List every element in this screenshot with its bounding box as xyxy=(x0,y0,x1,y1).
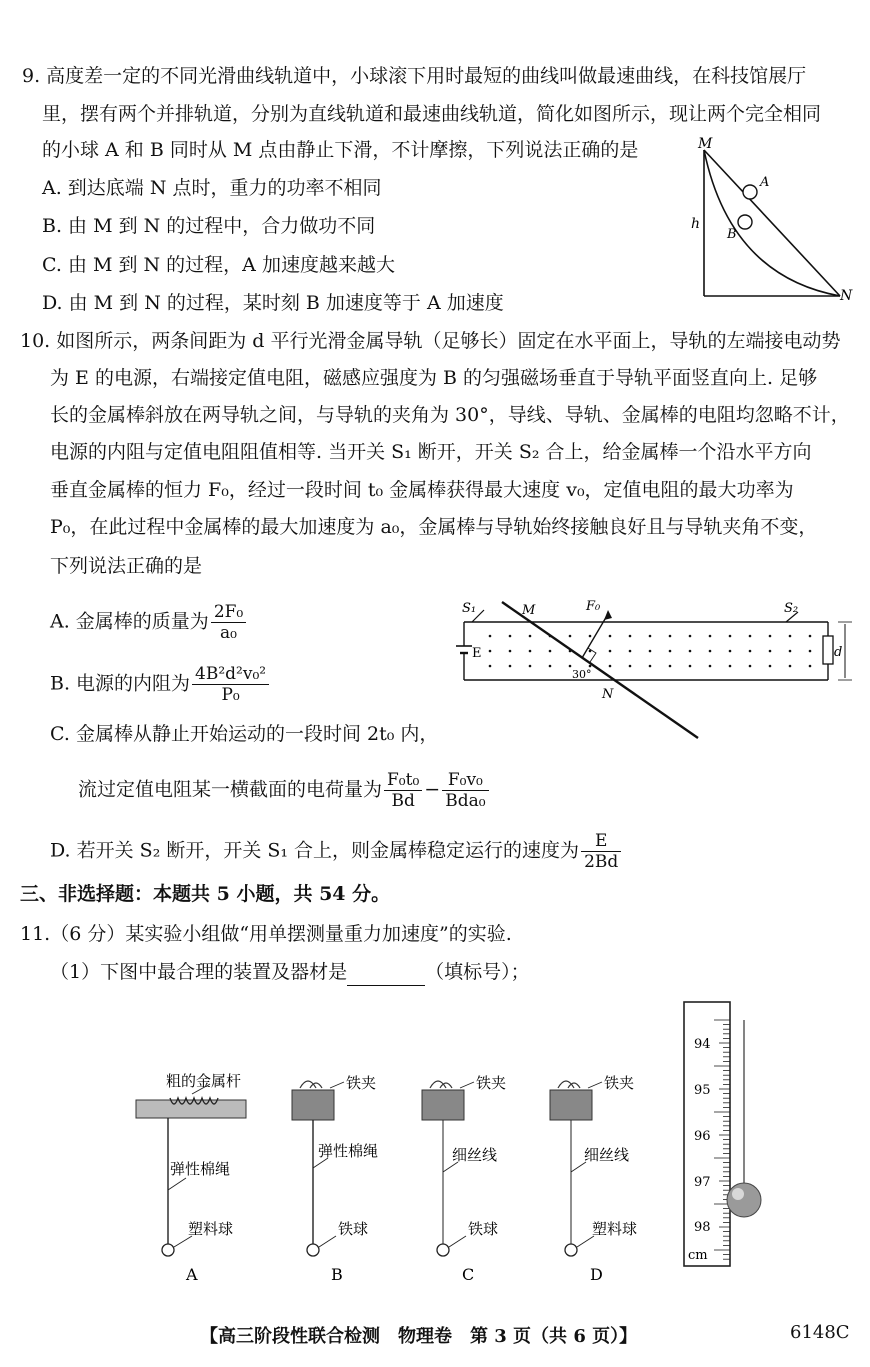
tick-label: 94 xyxy=(694,1037,711,1052)
q10-option-a-text: A. 金属棒的质量为 xyxy=(50,610,209,633)
fraction: $\frac{\text{2F₀}}{\text{a₀}}$ xyxy=(211,602,246,643)
ball-b xyxy=(738,215,752,229)
fraction: $\frac{\text{F₀t₀}}{Bd}$ xyxy=(384,770,422,811)
q10-option-c: C. 金属棒从静止开始运动的一段时间 2t₀ 内， xyxy=(50,723,439,745)
top-label: 铁夹 xyxy=(476,1074,507,1092)
label-angle: 30° xyxy=(572,668,592,681)
label-m: M xyxy=(522,603,536,618)
magnetic-field-dots xyxy=(489,635,812,668)
option-letter: A xyxy=(186,1265,198,1284)
ball-label: 铁球 xyxy=(468,1220,499,1238)
q10-option-d: D. 若开关 S₂ 断开，开关 S₁ 合上，则金属棒稳定运行的速度为 $\frac{E}{2Bd}$ xyxy=(50,831,623,872)
tick-label: 97 xyxy=(694,1175,711,1190)
ball-label: 塑料球 xyxy=(188,1220,234,1238)
tick-label: 98 xyxy=(694,1220,711,1235)
label-n: N xyxy=(840,288,853,304)
tick-label: 96 xyxy=(694,1129,711,1144)
apparatus-a xyxy=(130,1064,260,1294)
q9-line2: 里，摆有两个并排轨道，分别为直线轨道和最速曲线轨道，简化如图所示，现让两个完全相同 xyxy=(42,103,822,125)
string-label: 细丝线 xyxy=(452,1146,498,1164)
q9-option-a: A. 到达底端 N 点时，重力的功率不相同 xyxy=(42,177,382,199)
q9-option-d: D. 由 M 到 N 的过程，某时刻 B 加速度等于 A 加速度 xyxy=(42,292,504,314)
top-label: 铁夹 xyxy=(346,1074,377,1092)
q9-line1: 9. 高度差一定的不同光滑曲线轨道中，小球滚下用时最短的曲线叫做最速曲线，在科技馆展厅 xyxy=(22,65,807,87)
q10-option-b xyxy=(50,664,271,705)
tick-label: 95 xyxy=(694,1083,711,1098)
pendulum-ball xyxy=(727,1183,761,1217)
label-s2: S₂ xyxy=(784,601,799,616)
fraction: $\frac{E}{2Bd}$ xyxy=(581,831,621,872)
label-s1: S₁ xyxy=(462,601,477,616)
q10-line7: 下列说法正确的是 xyxy=(50,555,203,577)
string-label: 弹性棉绳 xyxy=(318,1142,379,1160)
ball-label: 铁球 xyxy=(338,1220,369,1238)
q10-option-c-cont: 流过定值电阻某一横截面的电荷量为 $\frac{\text{F₀t₀}}{Bd}$ − $\frac{\text{F₀v₀}}{\text{Bda₀}}$ xyxy=(78,770,491,811)
option-letter: D xyxy=(590,1265,603,1284)
string-label: 细丝线 xyxy=(584,1146,630,1164)
exam-code: 6148C xyxy=(790,1322,850,1343)
fraction: $\frac{\text{4B²d²v₀²}}{\text{P₀}}$ xyxy=(192,664,269,705)
q11-sub1: （1）下图中最合理的装置及器材是 （填标号）； xyxy=(50,958,530,986)
apparatus-b xyxy=(282,1064,412,1294)
q10-option-a xyxy=(50,602,248,643)
q9-track-figure xyxy=(690,136,855,308)
q10-rail-figure xyxy=(450,596,855,750)
q9-option-b: B. 由 M 到 N 的过程中，合力做功不同 xyxy=(42,215,376,237)
label-m: M xyxy=(698,136,713,152)
option-letter: C xyxy=(462,1265,475,1284)
label-b: B xyxy=(727,227,737,242)
q10-line5: 垂直金属棒的恒力 F₀，经过一段时间 t₀ 金属棒获得最大速度 v₀，定值电阻的最大功率为 xyxy=(50,479,794,501)
q9-line3: 的小球 A 和 B 同时从 M 点由静止下滑，不计摩擦，下列说法正确的是 xyxy=(42,139,639,161)
answer-blank[interactable] xyxy=(347,965,425,986)
q11-line1: 11.（6 分）某实验小组做“用单摆测量重力加速度”的实验. xyxy=(20,923,512,945)
label-f0: F₀ xyxy=(586,599,601,614)
q10-line1: 10. 如图所示，两条间距为 d 平行光滑金属导轨（足够长）固定在水平面上，导轨的左端接电动势 xyxy=(20,330,841,352)
string-label: 弹性棉绳 xyxy=(170,1160,231,1178)
unit-label: cm xyxy=(688,1248,708,1263)
ruler-figure xyxy=(680,1000,770,1276)
label-d: d xyxy=(834,645,843,660)
top-label: 粗的金属杆 xyxy=(166,1072,242,1090)
top-label: 铁夹 xyxy=(604,1074,635,1092)
page-footer: 【高三阶段性联合检测 物理卷 第 3 页（共 6 页）】 xyxy=(200,1326,638,1347)
label-h: h xyxy=(691,216,701,232)
q10-option-b-text: B. 电源的内阻为 xyxy=(50,672,191,695)
apparatus-d xyxy=(540,1064,670,1294)
q10-line2: 为 E 的电源，右端接定值电阻，磁感应强度为 B 的匀强磁场垂直于导轨平面竖直向上. 足够 xyxy=(50,367,818,389)
ball-a xyxy=(743,185,757,199)
ball-label: 塑料球 xyxy=(592,1220,638,1238)
label-n: N xyxy=(602,687,614,702)
q9-option-c: C. 由 M 到 N 的过程，A 加速度越来越大 xyxy=(42,254,395,276)
fraction: $\frac{\text{F₀v₀}}{\text{Bda₀}}$ xyxy=(442,770,488,811)
apparatus-c xyxy=(412,1064,542,1294)
label-e: E xyxy=(472,646,482,661)
section-title: 三、非选择题：本题共 5 小题，共 54 分。 xyxy=(20,883,391,905)
q10-line6: P₀，在此过程中金属棒的最大加速度为 a₀，金属棒与导轨始终接触良好且与导轨夹角不变， xyxy=(50,516,818,538)
q10-line4: 电源的内阻与定值电阻阻值相等. 当开关 S₁ 断开，开关 S₂ 合上，给金属棒一个沿水平方向 xyxy=(50,441,812,463)
q10-line3: 长的金属棒斜放在两导轨之间，与导轨的夹角为 30°，导线、导轨、金属棒的电阻均忽略不计， xyxy=(50,404,850,426)
label-a: A xyxy=(760,175,770,190)
option-letter: B xyxy=(331,1265,343,1284)
